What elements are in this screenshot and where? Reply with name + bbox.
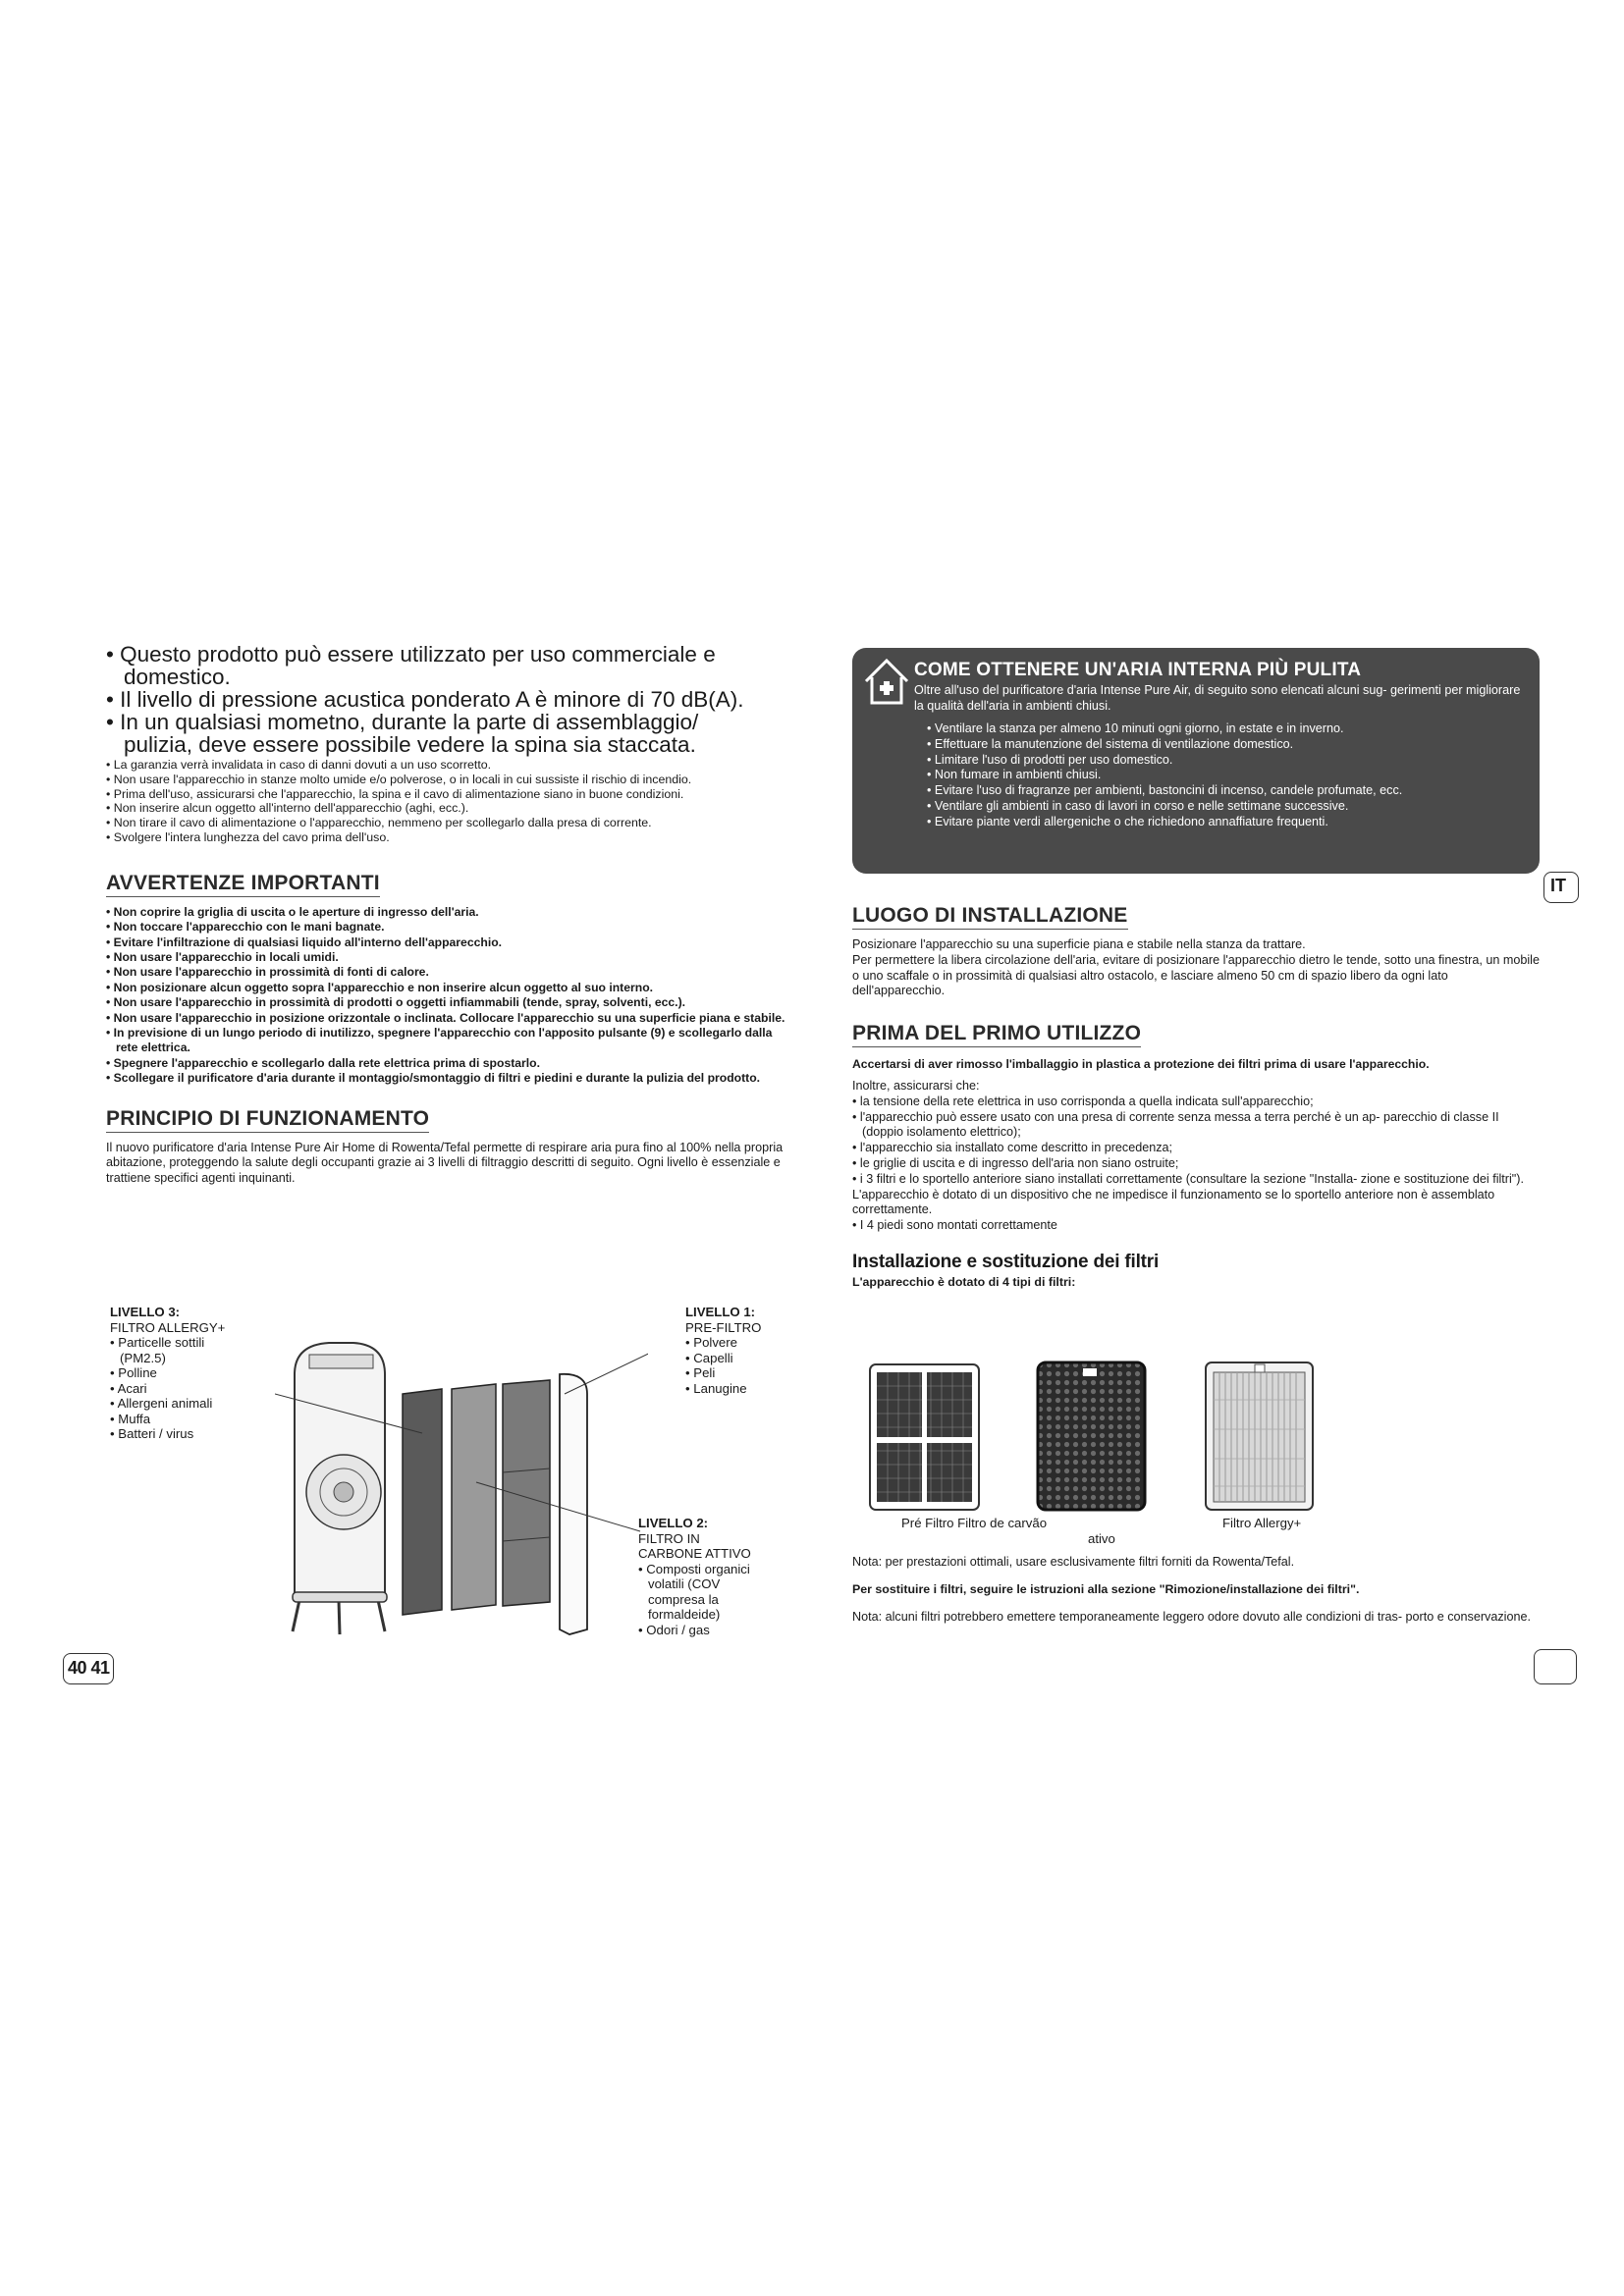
warnings-list [106, 905, 788, 1087]
location-heading: LUOGO DI INSTALLAZIONE [852, 903, 1128, 930]
filters-heading: Installazione e sostituzione dei filtri [852, 1251, 1160, 1272]
level1-title: LIVELLO 1: [685, 1305, 756, 1319]
list-item: • Acari [110, 1381, 282, 1397]
list-item: • Non usare l'apparecchio in locali umidi. [106, 950, 788, 965]
level3-list [110, 1335, 282, 1442]
list-item: • Svolgere l'intera lunghezza del cavo prima dell'uso. [106, 830, 788, 845]
level1-label [685, 1305, 803, 1396]
list-item: • Capelli [685, 1351, 803, 1366]
filters-note-1: Nota: per prestazioni ottimali, usare esclusivamente filtri forniti da Rowenta/Tefal. [852, 1555, 1295, 1569]
list-item: • I 4 piedi sono montati correttamente [852, 1218, 1540, 1234]
purifier-exploded-illustration [275, 1335, 648, 1649]
list-item: • Allergeni animali [110, 1396, 282, 1412]
level1-name: PRE-FILTRO [685, 1319, 762, 1335]
right-column [852, 903, 1540, 1291]
warnings-section [106, 871, 788, 897]
list-item: • Non usare l'apparecchio in posizione orizzontale o inclinata. Collocare l'apparecchio su una superficie piana e stabile. [106, 1011, 788, 1026]
list-item: • Scollegare il purificatore d'aria durante il montaggio/smontaggio di filtri e piedini e durante la pulizia del prodotto. [106, 1071, 788, 1086]
list-item: • Ventilare gli ambienti in caso di lavori in corso e nelle settimane successive. [924, 799, 1528, 815]
left-column [106, 643, 788, 1187]
level2-name-2: CARBONE ATTIVO [638, 1546, 751, 1561]
list-item: • Non posizionare alcun oggetto sopra l'apparecchio e non inserire alcun oggetto al suo interno. [106, 981, 788, 995]
intro-small-list [106, 758, 788, 845]
pre-filter-image [868, 1362, 981, 1512]
list-item: • Limitare l'uso di prodotti per uso domestico. [924, 753, 1528, 769]
level2-title: LIVELLO 2: [638, 1516, 709, 1530]
page-number: 40 41 [68, 1658, 110, 1678]
language-tag-label: IT [1550, 876, 1566, 895]
tips-list [924, 721, 1528, 830]
page-number-box-right [1534, 1649, 1577, 1684]
list-item: • la tensione della rete elettrica in uso corrisponda a quella indicata sull'apparecchio; [852, 1095, 1540, 1110]
filter-label-1: Pré Filtro Filtro de carvão [901, 1516, 1048, 1530]
page-number-box [63, 1653, 114, 1684]
list-item: • Effettuare la manutenzione del sistema di ventilazione domestico. [924, 737, 1528, 753]
principle-text: Il nuovo purificatore d'aria Intense Pure Air Home di Rowenta/Tefal permette di respirare aria pura fino al 100% nella propria abitazione, proteggendo la salute degli occupanti grazie ai 3 livelli di filtraggio descritti di seguito. Ogni livello è essenziale e trattiene specifici agenti inquinanti. [106, 1140, 784, 1186]
first-use-last [852, 1218, 1540, 1234]
level3-name: FILTRO ALLERGY+ [110, 1319, 226, 1335]
first-use-heading: PRIMA DEL PRIMO UTILIZZO [852, 1021, 1141, 1047]
level2-name-1: FILTRO IN [638, 1530, 700, 1546]
list-item: • Evitare l'uso di fragranze per ambienti, bastoncini di incenso, candele profumate, ecc. [924, 783, 1528, 799]
list-item: • Non usare l'apparecchio in prossimità di prodotti o oggetti infiammabili (tende, spray, solventi, ecc.). [106, 995, 788, 1010]
filters-section [852, 1252, 1540, 1291]
filter-notes [852, 1555, 1540, 1625]
location-section [852, 903, 1540, 930]
first-use-section [852, 1021, 1540, 1047]
location-p2: Per permettere la libera circolazione dell'aria, evitare di posizionare l'apparecchio dietro le tende, sotto una finestra, un mobile o uno scaffale o in prossimità di qualsiasi altro ostacolo, e lasciare almeno 50 cm di spazio libero da ogni lato dell'apparecchio. [852, 952, 1540, 998]
list-item: • In previsione di un lungo periodo di inutilizzo, spegnere l'apparecchio con l'apposito pulsante (9) e scollegarlo dalla rete elettrica. [106, 1026, 788, 1056]
list-item: • Lanugine [685, 1381, 803, 1397]
level3-label [110, 1305, 282, 1442]
list-item: • Peli [685, 1365, 803, 1381]
list-item: • Evitare piante verdi allergeniche o che richiedono annaffiature frequenti. [924, 815, 1528, 830]
list-item: • Batteri / virus [110, 1426, 282, 1442]
level1-list [685, 1335, 803, 1396]
list-item: • Composti organici volatili (COV compresa la formaldeide) [638, 1562, 785, 1623]
filters-note-2: Nota: alcuni filtri potrebbero emettere temporaneamente leggero odore dovuto alle condizioni di tras- porto e conservazione. [852, 1609, 1531, 1624]
tips-title: COME OTTENERE UN'ARIA INTERNA PIÙ PULITA [914, 660, 1362, 680]
level3-title: LIVELLO 3: [110, 1305, 181, 1319]
list-item: • i 3 filtri e lo sportello anteriore siano installati correttamente (consultare la sezione "Installa- zione e sostituzione dei filtri"). [852, 1172, 1540, 1188]
intro-big-list [106, 643, 788, 756]
list-item: • In un qualsiasi mometno, durante la parte di assemblaggio/ pulizia, deve essere possibile vedere la spina sia staccata. [106, 711, 788, 756]
list-item: • Spegnere l'apparecchio e scollegarlo dalla rete elettrica prima di spostarlo. [106, 1056, 788, 1071]
list-item: • Muffa [110, 1412, 282, 1427]
principle-section [106, 1106, 788, 1133]
level2-label [638, 1516, 785, 1637]
first-use-lead: Inoltre, assicurarsi che: [852, 1078, 980, 1093]
list-item: • Non tirare il cavo di alimentazione o l'apparecchio, nemmeno per scollegarlo dalla presa di corrente. [106, 816, 788, 830]
principle-heading: PRINCIPIO DI FUNZIONAMENTO [106, 1106, 429, 1133]
list-item: • Polline [110, 1365, 282, 1381]
first-use-after: L'apparecchio è dotato di un dispositivo che ne impedisce il funzionamento se lo sportello anteriore non è assemblato correttamente. [852, 1187, 1495, 1217]
list-item: • le griglie di uscita e di ingresso dell'aria non siano ostruite; [852, 1156, 1540, 1172]
list-item: • Non usare l'apparecchio in stanze molto umide e/o polverose, o in locali in cui sussiste il rischio di incendio. [106, 773, 788, 787]
carbon-filter-image [1036, 1361, 1147, 1512]
list-item: • Particelle sottili (PM2.5) [110, 1335, 282, 1365]
list-item: • Ventilare la stanza per almeno 10 minuti ogni giorno, in estate e in inverno. [924, 721, 1528, 737]
list-item: • Evitare l'infiltrazione di qualsiasi liquido all'interno dell'apparecchio. [106, 935, 788, 950]
list-item: • Non fumare in ambienti chiusi. [924, 768, 1528, 783]
list-item: • l'apparecchio sia installato come descritto in precedenza; [852, 1141, 1540, 1156]
list-item: • Non inserire alcun oggetto all'interno dell'apparecchio (aghi, ecc.). [106, 801, 788, 816]
filters-bold: L'apparecchio è dotato di 4 tipi di filtri: [852, 1274, 1076, 1289]
location-p1: Posizionare l'apparecchio su una superficie piana e stabile nella stanza da trattare. [852, 937, 1306, 951]
list-item: • Non toccare l'apparecchio con le mani bagnate. [106, 920, 788, 934]
tips-intro: Oltre all'uso del purificatore d'aria Intense Pure Air, di seguito sono elencati alcuni sug- gerimenti per migliorare la qualità dell'aria in ambienti chiusi. [914, 683, 1521, 713]
list-item: • Polvere [685, 1335, 803, 1351]
filter-label-2: Filtro Allergy+ [1222, 1516, 1302, 1530]
list-item: • La garanzia verrà invalidata in caso di danni dovuti a un uso scorretto. [106, 758, 788, 773]
warnings-heading: AVVERTENZE IMPORTANTI [106, 871, 380, 897]
house-health-icon [862, 656, 911, 707]
list-item: • Prima dell'uso, assicurarsi che l'apparecchio, la spina e il cavo di alimentazione siano in buone condizioni. [106, 787, 788, 802]
first-use-list [852, 1095, 1540, 1188]
allergy-filter-image [1204, 1361, 1315, 1512]
list-item: • l'apparecchio può essere usato con una presa di corrente senza messa a terra perché è un ap- parecchio di classe II (doppio isolamento elettrico); [852, 1110, 1540, 1142]
list-item: • Questo prodotto può essere utilizzato per uso commerciale e domestico. [106, 643, 788, 688]
level2-list [638, 1562, 785, 1638]
list-item: • Non coprire la griglia di uscita o le aperture di ingresso dell'aria. [106, 905, 788, 920]
filter-label-1b: ativo [1088, 1531, 1115, 1546]
tips-box [852, 648, 1540, 874]
first-use-bold: Accertarsi di aver rimosso l'imballaggio in plastica a protezione dei filtri prima di usare l'apparecchio. [852, 1057, 1430, 1072]
list-item: • Non usare l'apparecchio in prossimità di fonti di calore. [106, 965, 788, 980]
language-tag [1543, 872, 1579, 903]
list-item: • Il livello di pressione acustica ponderato A è minore di 70 dB(A). [106, 688, 788, 711]
filters-bold-2: Per sostituire i filtri, seguire le istruzioni alla sezione "Rimozione/installazione dei filtri". [852, 1581, 1360, 1596]
list-item: • Odori / gas [638, 1623, 785, 1638]
